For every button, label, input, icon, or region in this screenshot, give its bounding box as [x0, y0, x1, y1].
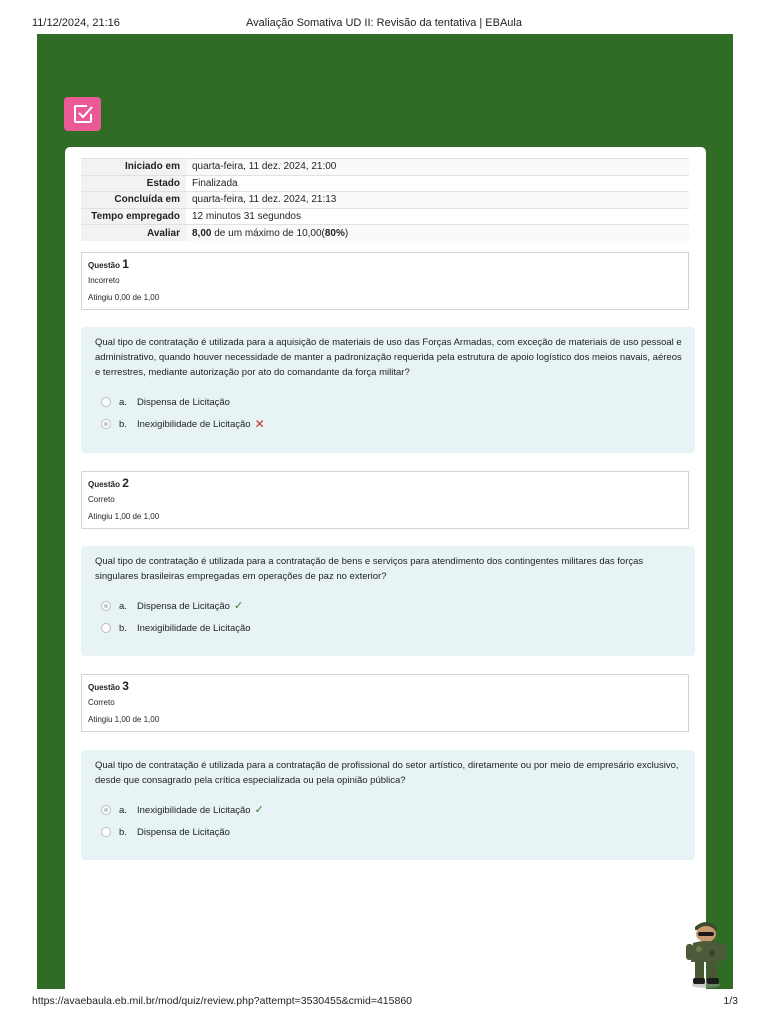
question-number-value: 2 — [122, 476, 129, 490]
summary-value: quarta-feira, 11 dez. 2024, 21:00 — [186, 159, 689, 176]
question-grade: Atingiu 1,00 de 1,00 — [88, 512, 160, 521]
question-text: Qual tipo de contratação é utilizada para a contratação de profissional do setor artístico, diretamente ou por meio de empresário exclusivo, desde que consagrado pela crítica especializada ou pela opinião pública? — [95, 760, 679, 786]
summary-label: Avaliar — [81, 225, 186, 241]
answer-list — [95, 595, 687, 639]
grade-score: 8,00 — [192, 227, 212, 239]
answer-radio[interactable] — [101, 827, 111, 837]
summary-row — [81, 159, 689, 176]
question-info-3 — [81, 674, 689, 732]
correct-icon: ✓ — [233, 599, 244, 612]
answer-letter: b. — [119, 418, 127, 430]
question-body-3 — [81, 750, 695, 860]
question-label: Questão — [88, 683, 121, 692]
answer-radio-selected[interactable] — [101, 601, 111, 611]
print-datetime: 11/12/2024, 21:16 — [32, 17, 120, 29]
answer-letter: a. — [119, 600, 127, 612]
question-number — [88, 257, 129, 271]
question-text: Qual tipo de contratação é utilizada para a contratação de bens e serviços para atendimento dos contingentes militares das forças singulares brasileiras empregadas em operações de paz no exterior? — [95, 556, 644, 582]
summary-value: Finalizada — [186, 175, 689, 192]
answer-option — [95, 617, 687, 639]
question-grade: Atingiu 1,00 de 1,00 — [88, 715, 160, 724]
attempt-summary-table — [81, 158, 689, 241]
question-label: Questão — [88, 480, 121, 489]
question-grade: Atingiu 0,00 de 1,00 — [88, 293, 160, 302]
question-info-2 — [81, 471, 689, 529]
quiz-checkbox-icon — [64, 97, 101, 131]
answer-text: Inexigibilidade de Licitação — [137, 418, 251, 430]
question-number — [88, 679, 129, 693]
print-page-title: Avaliação Somativa UD II: Revisão da tentativa | EBAula — [246, 17, 522, 29]
review-card — [65, 147, 706, 989]
answer-letter: a. — [119, 804, 127, 816]
soldier-mascot-icon[interactable] — [684, 916, 728, 988]
question-text: Qual tipo de contratação é utilizada para a aquisição de materiais de uso das Forças Armadas, com exceção de materiais de uso pessoal e administrativo, quando houver necessidade de manter a padronização requerida pela estrutura de apoio logístico dos meios navais, aéreos e terrestres, mediante autorização por ato do comandante da força militar? — [95, 337, 682, 378]
answer-radio-selected[interactable] — [101, 805, 111, 815]
answer-option — [95, 821, 687, 843]
question-number — [88, 476, 129, 490]
answer-letter: a. — [119, 396, 127, 408]
question-number-value: 3 — [122, 679, 129, 693]
answer-text: Dispensa de Licitação — [137, 826, 230, 838]
correct-icon: ✓ — [254, 803, 264, 816]
answer-text: Inexigibilidade de Licitação — [137, 804, 251, 816]
answer-list — [95, 799, 687, 843]
print-page-number: 1/3 — [723, 995, 738, 1007]
answer-list — [95, 391, 687, 435]
question-state: Incorreto — [88, 276, 120, 285]
question-body-2 — [81, 546, 695, 656]
question-number-value: 1 — [122, 257, 129, 271]
summary-row — [81, 175, 689, 192]
answer-radio-selected[interactable] — [101, 419, 111, 429]
summary-label: Concluída em — [81, 192, 186, 209]
answer-option — [95, 595, 687, 617]
grade-percent: 80% — [324, 227, 345, 239]
answer-text: Dispensa de Licitação — [137, 600, 230, 612]
summary-label: Estado — [81, 175, 186, 192]
incorrect-icon: ✕ — [254, 417, 265, 431]
answer-option — [95, 391, 687, 413]
question-info-1 — [81, 252, 689, 310]
answer-text: Dispensa de Licitação — [137, 396, 230, 408]
question-body-1 — [81, 327, 695, 453]
question-state: Correto — [88, 698, 115, 707]
summary-label: Tempo empregado — [81, 208, 186, 225]
question-state: Correto — [88, 495, 115, 504]
answer-radio[interactable] — [101, 623, 111, 633]
summary-label: Iniciado em — [81, 159, 186, 176]
print-footer — [0, 989, 768, 1024]
summary-grade-value — [186, 225, 689, 241]
answer-option — [95, 413, 687, 435]
print-header — [0, 0, 768, 34]
summary-row — [81, 208, 689, 225]
summary-value: quarta-feira, 11 dez. 2024, 21:13 — [186, 192, 689, 209]
grade-close: ) — [344, 227, 349, 239]
grade-max: de um máximo de 10,00( — [211, 227, 325, 239]
answer-letter: b. — [119, 826, 127, 838]
answer-text: Inexigibilidade de Licitação — [137, 622, 251, 634]
print-url: https://avaebaula.eb.mil.br/mod/quiz/review.php?attempt=3530455&cmid=415860 — [32, 995, 412, 1007]
summary-value: 12 minutos 31 segundos — [186, 208, 689, 225]
summary-row — [81, 192, 689, 209]
answer-radio[interactable] — [101, 397, 111, 407]
answer-option — [95, 799, 687, 821]
answer-letter: b. — [119, 622, 127, 634]
summary-row — [81, 225, 689, 241]
question-label: Questão — [88, 261, 121, 270]
